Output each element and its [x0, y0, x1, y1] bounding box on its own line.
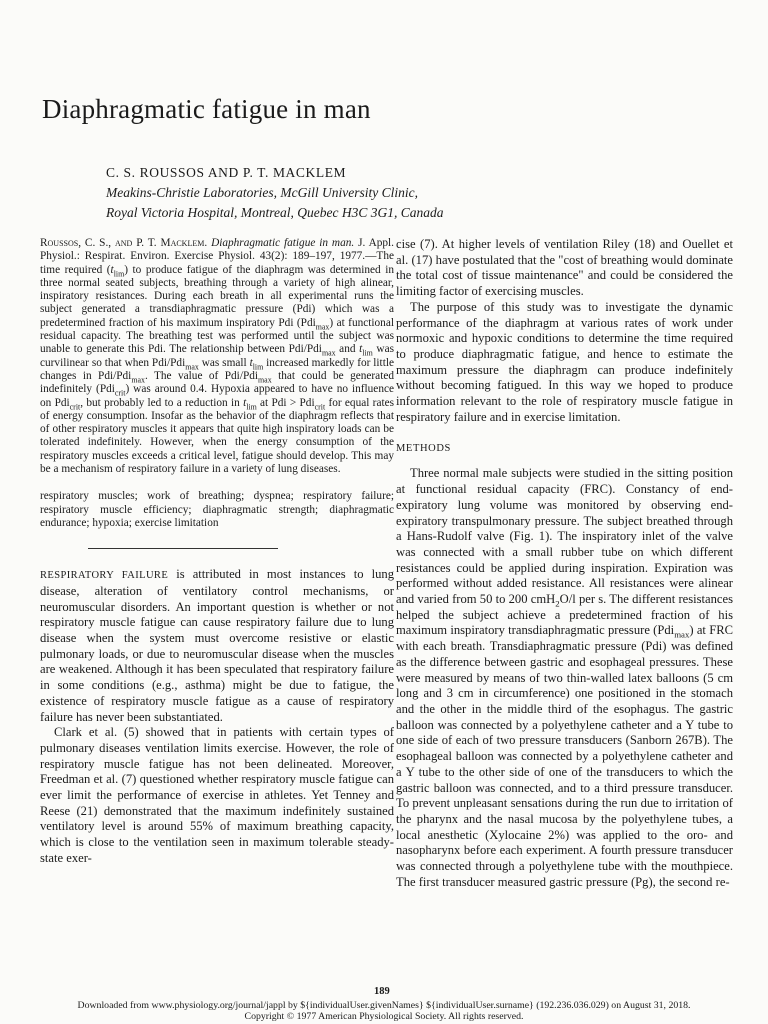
- right-column: [396, 237, 733, 890]
- page-number: 189: [374, 986, 390, 997]
- left-column: [40, 237, 394, 867]
- abstract-text: —The time required (: [40, 250, 394, 276]
- footer-copyright: Copyright © 1977 American Physiological Society. All rights reserved.: [244, 1011, 524, 1022]
- keywords: respiratory muscles; work of breathing; dyspnea; respiratory failure; respiratory muscle efficiency; diaphragmatic strength; diaphragmatic endurance; hypoxia; exercise limitation: [40, 490, 394, 529]
- methods-heading: METHODS: [396, 443, 451, 455]
- abstract-text: increased markedly for little changes in Pdi/Pdi: [40, 356, 394, 382]
- abstract: [40, 237, 394, 476]
- sub-crit: crit: [69, 401, 81, 411]
- abstract-text: at Pdi > Pdi: [256, 396, 315, 409]
- sub-crit: crit: [114, 388, 126, 398]
- abstract-text: that could be generated indefinitely (Pdi: [40, 369, 394, 396]
- intro-p1-text: is attributed in most instances to lung disease, alteration of ventilatory control mechanisms, or neuromuscular disorders. An important question is whether or not respiratory muscle fatigue can cause respiratory failure due to lung disease when the system must overcome resistive or elastic pulmonary loads, or due to neuromuscular disease when the muscles are weakened. Although it has been speculated that respiratory failure in some conditions (e.g., asthma) might be due to fatigue, the existence of respiratory muscle fatigue as a cause of respiratory failure has never been substantiated.: [40, 567, 394, 724]
- methods-text: Three normal male subjects were studied in the sitting position at functional residual capacity (FRC). Constancy of end-expiratory lung volume was monitored by observing end-expiratory transpulmonary pressure. The subject breathed through a Hans-Rudolf valve (Fig. 1). The inspiratory inlet of the valve was connected with a small rubber tube on which different resistances could be applied during inspiration. Expiration was performed without added resistance. All resistances were alinear and varied from 50 to 200 cmH: [396, 466, 733, 607]
- intro-paragraph-3: The purpose of this study was to investigate the dynamic performance of the diaphragm at various rates of work under normoxic and hypoxic conditions to determine the time required to produce diaphragmatic fatigue, and hence to estimate the maximum pressure the diaphragm can produce indefinitely without becoming fatigued. In this way we hoped to produce information relevant to the role of respiratory muscle fatigue in respiratory failure and in exercise limitation.: [396, 299, 733, 424]
- t-lim: t: [359, 343, 363, 356]
- sub-lim: lim: [246, 401, 257, 411]
- t-lim: t: [249, 356, 253, 369]
- footer-download-line: Downloaded from www.physiology.org/journal/jappl by ${individualUser.givenNames} ${individualUser.surname} (192.236.036.029) on August 31, 2018.: [77, 1000, 691, 1011]
- sub-lim: lim: [113, 268, 125, 278]
- intro-paragraph-2-continued: cise (7). At higher levels of ventilation Riley (18) and Ouellet et al. (17) have postulated that the "cost of breathing would dominate the total cost of tissue maintenance" and could be considered the limiting factor of exercising muscles.: [396, 237, 733, 299]
- sub-max: max: [258, 375, 272, 385]
- abstract-text: ) to produce fatigue of the diaphragm was determined in three normal seated subjects, breathing through a variety of high alinear, inspiratory resistances. During each breath in all experimental runs the subject generated a transdiaphragmatic pressure (Pdi) which was a predetermined fraction of his maximum inspiratory Pdi (Pdi: [40, 263, 395, 329]
- abstract-text: was small: [198, 356, 250, 369]
- abstract-text: for equal rates of energy consumption. Insofar as the behavior of the diaphragm reflects that of other respiratory muscles it appears that quite high inspiratory loads can be tolerated indefinitely. However, when the energy consumption of the respiratory muscles exceeds a critical level, fatigue should develop. This may be a mechanism of respiratory failure in a variety of lung diseases.: [40, 396, 395, 476]
- sub-2: 2: [555, 598, 560, 609]
- sub-lim: lim: [252, 361, 264, 371]
- methods-text: O/l per s. The different resistances helped the subject achieve a predetermined fraction of his maximum inspiratory transdiaphragmatic pressure (Pdi: [396, 592, 734, 638]
- methods-text: ) at FRC with each breath. Transdiaphragmatic pressure (Pdi) was defined as the difference between gastric and esophageal pressures. These were measured by means of two thin-walled latex balloons (5 cm long and 3 cm in circumference) one positioned in the stomach and the other in the middle third of the esophagus. The gastric balloon was connected by a polyethylene catheter and a Y tube to one side of each of two pressure transducers (Sanborn 267B). The esophageal balloon was connected by a polyethylene catheter and a Y tube to the other side of one of the transducers to which the gastric balloon was connected, and to a third pressure transducer. To prevent unpleasant sensations during the run due to irritation of the pharynx and the nasal mucosa by the polyethylene tubes, a local anesthetic (Xylocaine 2%) was applied to the oro- and nasopharynx before each experiment. A fourth pressure transducer was connected through a polyethylene tube with the mouthpiece. The first transducer measured gastric pressure (Pg), the second re-: [396, 623, 733, 889]
- intro-paragraph-2: Clark et al. (5) showed that in patients with certain types of pulmonary diseases ventilation limits exercise. However, the role of respiratory muscle fatigue has not been delineated. Moreover, Freedman et al. (7) questioned whether respiratory muscle fatigue can ever limit the performance of exercise in athletes. Yet Tenney and Reese (21) demonstrated that the maximum indefinitely sustained ventilatory level is around 55% of maximum breathing capacity, which is close to the ventilation seen in maximum tolerable steady-state exer-: [40, 725, 394, 865]
- citation-journal: J. Appl. Physiol.: Respirat. Environ. Exercise Physiol. 43(2): 189–197, 1977.: [40, 237, 394, 263]
- sub-lim: lim: [362, 348, 373, 358]
- page-title: Diaphragmatic fatigue in man: [42, 94, 371, 124]
- section-divider: [88, 548, 278, 549]
- authors: C. S. ROUSSOS AND P. T. MACKLEM: [106, 165, 347, 180]
- lead-in: RESPIRATORY FAILURE: [40, 570, 169, 582]
- affiliation-line-1: Meakins-Christie Laboratories, McGill University Clinic,: [106, 185, 418, 200]
- abstract-text: ) at functional residual capacity. The breathing test was performed until the subject was unable to generate this Pdi. The relationship between Pdi/Pdi: [40, 316, 394, 356]
- abstract-text: ) was around 0.4. Hypoxia appeared to have no influence on Pdi: [40, 383, 394, 409]
- sub-max: max: [315, 322, 330, 332]
- abstract-text: and: [335, 343, 360, 356]
- sub-max: max: [131, 375, 145, 385]
- abstract-text: . The value of Pdi/Pdi: [144, 369, 259, 382]
- sub-crit: crit: [314, 401, 326, 411]
- intro-paragraph-1: [40, 567, 394, 725]
- t-lim: t: [243, 396, 247, 409]
- citation-authors: Roussos, C. S., and P. T. Macklem.: [40, 237, 208, 249]
- methods-paragraph-1: [396, 466, 733, 890]
- sub-max: max: [674, 629, 690, 640]
- abstract-text: , but probably led to a reduction in: [80, 396, 244, 409]
- citation-title: Diaphragmatic fatigue in man.: [211, 237, 355, 249]
- abstract-text: was curvilinear so that when Pdi/Pdi: [40, 343, 394, 369]
- affiliation-line-2: Royal Victoria Hospital, Montreal, Quebec H3C 3G1, Canada: [106, 205, 444, 220]
- sub-max: max: [321, 348, 336, 358]
- t-lim: t: [110, 263, 114, 276]
- sub-max: max: [185, 361, 199, 371]
